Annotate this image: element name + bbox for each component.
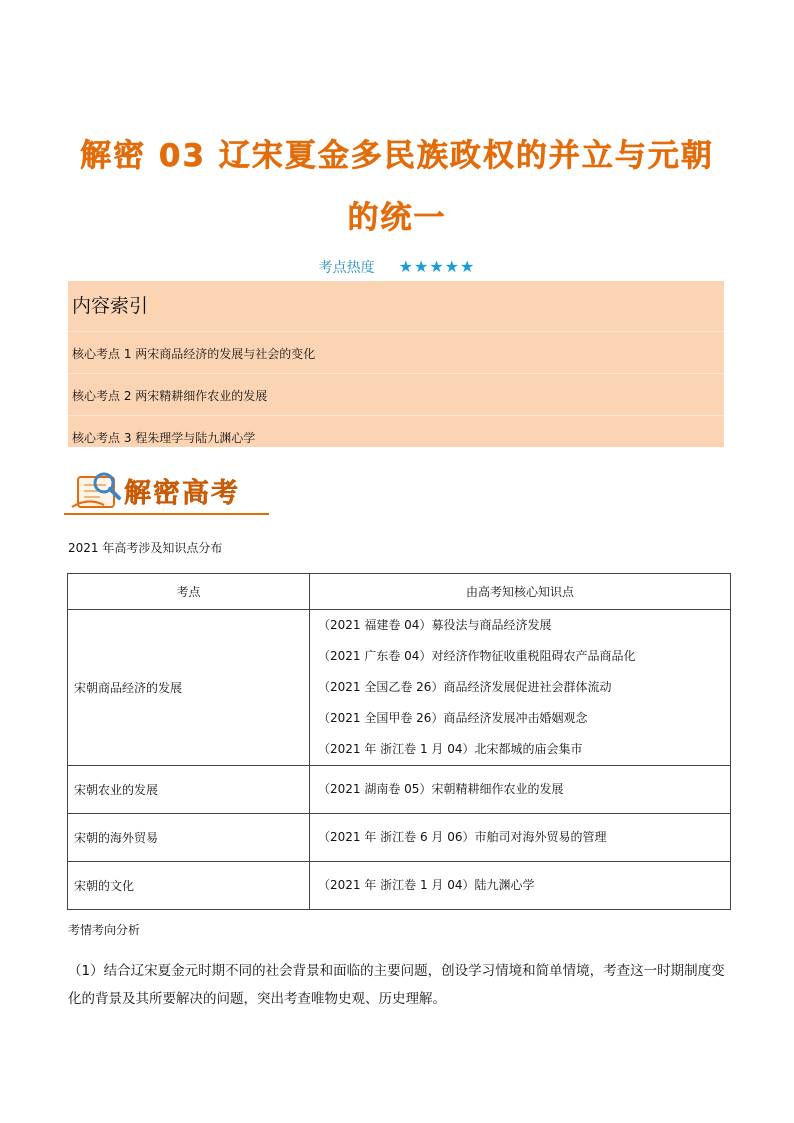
table-row	[68, 766, 731, 814]
column-header-topic: 考点	[68, 574, 310, 610]
magnifier-notebook-icon	[68, 467, 124, 513]
content-index-item[interactable]	[68, 416, 724, 447]
points-cell	[310, 610, 731, 766]
content-index-heading: 内容索引	[72, 295, 149, 317]
topic-cell: 宋朝的海外贸易	[68, 814, 310, 862]
topic-cell: 宋朝的文化	[68, 862, 310, 910]
section-banner	[64, 465, 269, 517]
knowledge-point: （2021 年 浙江卷 6 月 06）市舶司对海外贸易的管理	[318, 830, 607, 844]
table-row	[68, 610, 731, 766]
content-index-item-label: 核心考点 2 两宋精耕细作农业的发展	[72, 389, 268, 403]
analysis-heading: 考情考向分析	[68, 923, 141, 937]
content-index	[68, 281, 724, 447]
page-title-line-1: 解密 03 辽宋夏金多民族政权的并立与元朝	[80, 138, 714, 174]
section-banner-underline	[64, 513, 269, 515]
knowledge-point: （2021 广东卷 04）对经济作物征收重税阻碍农产品商品化	[318, 649, 636, 663]
table-header-row	[68, 574, 731, 610]
knowledge-distribution-table	[67, 573, 731, 910]
content-index-item[interactable]	[68, 332, 724, 374]
content-index-item[interactable]	[68, 374, 724, 416]
table-row	[68, 862, 731, 910]
knowledge-point: （2021 湖南卷 05）宋朝精耕细作农业的发展	[318, 782, 564, 796]
knowledge-point: （2021 全国乙卷 26）商品经济发展促进社会群体流动	[318, 680, 612, 694]
points-cell	[310, 814, 731, 862]
points-cell	[310, 862, 731, 910]
topic-cell: 宋朝农业的发展	[68, 766, 310, 814]
analysis-paragraph: （1）结合辽宋夏金元时期不同的社会背景和面临的主要问题，创设学习情境和简单情境，考查这一时期制度变化的背景及其所要解决的问题，突出考查唯物史观、历史理解。	[68, 963, 725, 1007]
heat-stars: ★★★★★	[398, 257, 476, 276]
column-header-points: 由高考知核心知识点	[310, 574, 731, 610]
content-index-heading-row	[68, 281, 724, 332]
content-index-item-label: 核心考点 1 两宋商品经济的发展与社会的变化	[72, 347, 316, 361]
content-index-item-label: 核心考点 3 程朱理学与陆九渊心学	[72, 431, 256, 445]
knowledge-point: （2021 年 浙江卷 1 月 04）北宋都城的庙会集市	[318, 742, 583, 756]
section-banner-title: 解密高考	[124, 478, 240, 509]
page-title-line-2: 的统一	[347, 200, 447, 236]
heat-rating	[0, 257, 794, 277]
topic-cell: 宋朝商品经济的发展	[68, 610, 310, 766]
table-row	[68, 814, 731, 862]
knowledge-point: （2021 福建卷 04）募役法与商品经济发展	[318, 618, 552, 632]
knowledge-point: （2021 全国甲卷 26）商品经济发展冲击婚姻观念	[318, 711, 588, 725]
heat-label: 考点热度	[318, 260, 375, 276]
points-cell	[310, 766, 731, 814]
knowledge-point: （2021 年 浙江卷 1 月 04）陆九渊心学	[318, 878, 535, 892]
distribution-heading: 2021 年高考涉及知识点分布	[68, 541, 223, 555]
